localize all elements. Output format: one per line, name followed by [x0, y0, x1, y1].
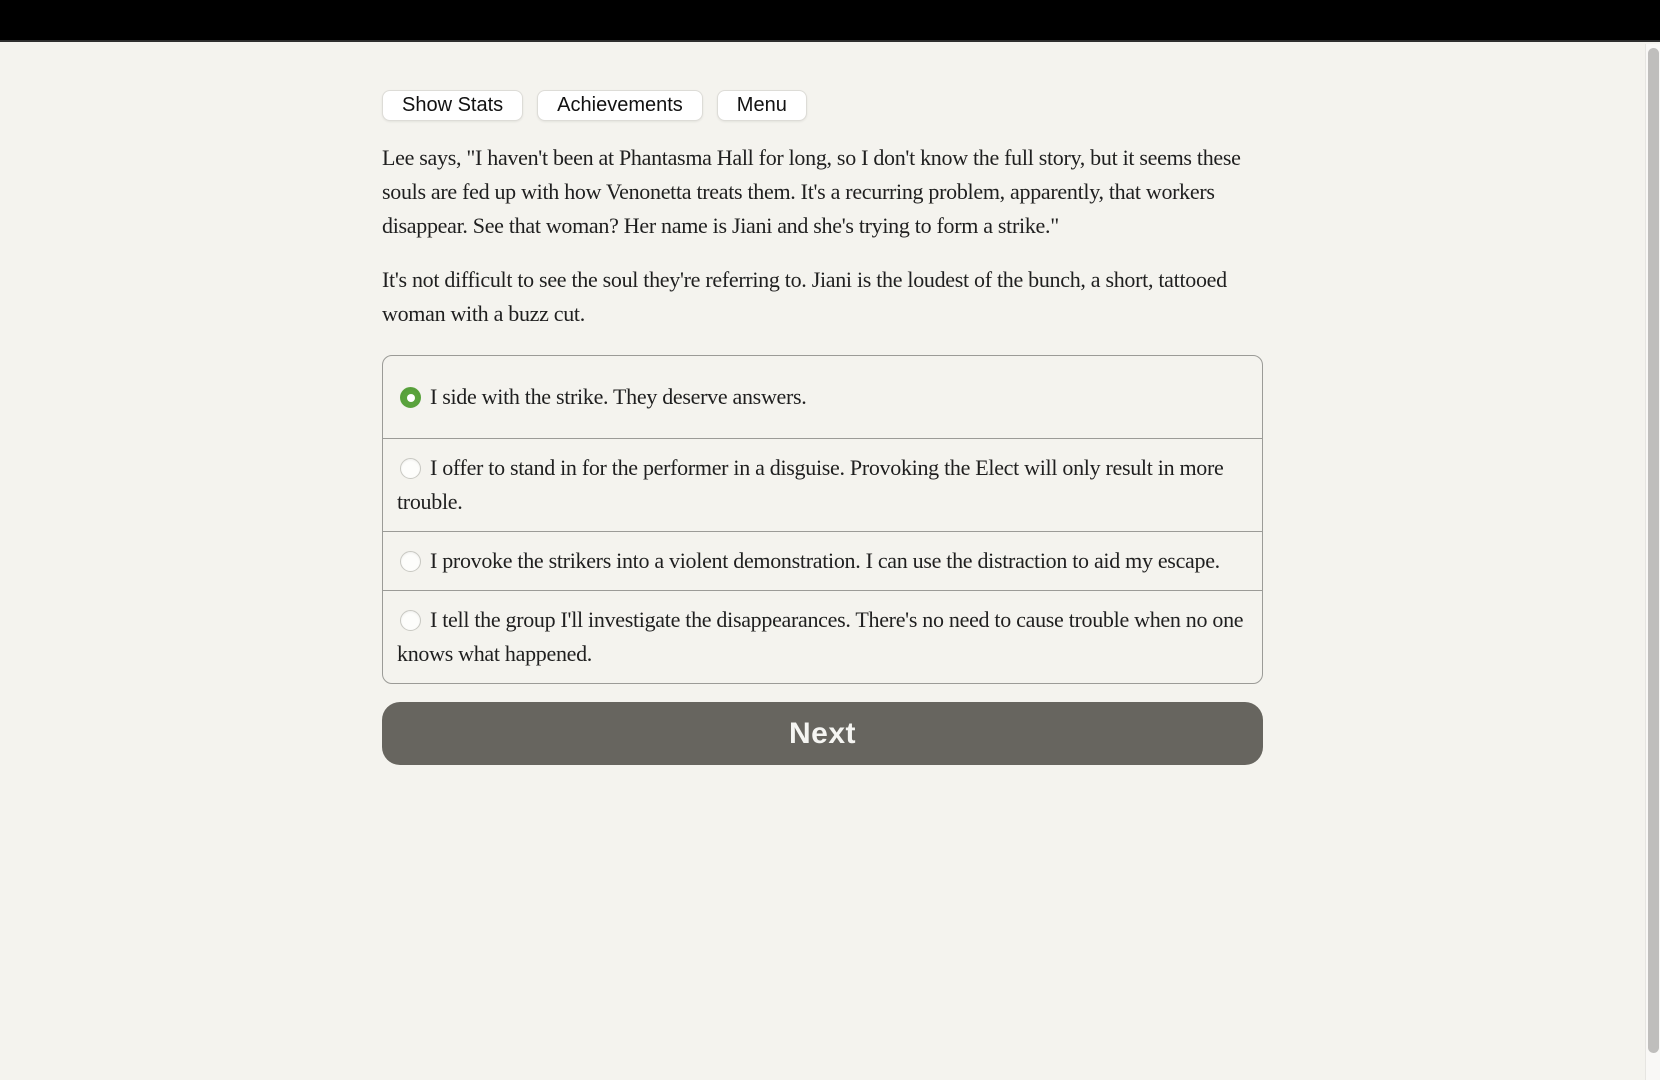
choice-option-4[interactable]: [383, 590, 1262, 683]
story-paragraph-2: It's not difficult to see the soul they're referring to. Jiani is the loudest of the bunch, a short, tattooed woman with a buzz cut.: [382, 267, 1227, 326]
scrollbar-thumb[interactable]: [1648, 48, 1659, 1053]
choice-radio-0[interactable]: [400, 387, 421, 408]
show-stats-button[interactable]: Show Stats: [382, 90, 523, 121]
choice-radio-1[interactable]: [400, 458, 421, 479]
story-paragraph-1: Lee says, "I haven't been at Phantasma Hall for long, so I don't know the full story, but it seems these souls are fed up with how Venonetta treats them. It's a recurring problem, apparently, that workers disappear. See that woman? Her name is Jiani and she's trying to form a strike.": [382, 145, 1241, 238]
choice-radio-3[interactable]: [400, 610, 421, 631]
choice-option-3[interactable]: [383, 531, 1262, 590]
menu-button[interactable]: Menu: [717, 90, 807, 121]
toolbar: [382, 90, 1263, 121]
story-text: [382, 141, 1263, 331]
choice-option-2[interactable]: [383, 438, 1262, 531]
top-black-bar: [0, 0, 1660, 42]
choice-option-1-label: I side with the strike. They deserve answers.: [430, 384, 807, 409]
choice-option-1[interactable]: [383, 356, 1262, 438]
choice-option-2-label: I offer to stand in for the performer in a disguise. Provoking the Elect will only result in more trouble.: [397, 455, 1224, 514]
next-button[interactable]: Next: [382, 702, 1263, 765]
choice-option-3-label: I provoke the strikers into a violent demonstration. I can use the distraction to aid my escape.: [430, 548, 1220, 573]
scrollbar-track[interactable]: [1645, 44, 1660, 1080]
choice-radio-2[interactable]: [400, 551, 421, 572]
achievements-button[interactable]: Achievements: [537, 90, 703, 121]
choice-option-4-label: I tell the group I'll investigate the disappearances. There's no need to cause trouble when no one knows what happened.: [397, 607, 1244, 666]
game-content: [382, 42, 1263, 765]
choice-group: [382, 355, 1263, 684]
